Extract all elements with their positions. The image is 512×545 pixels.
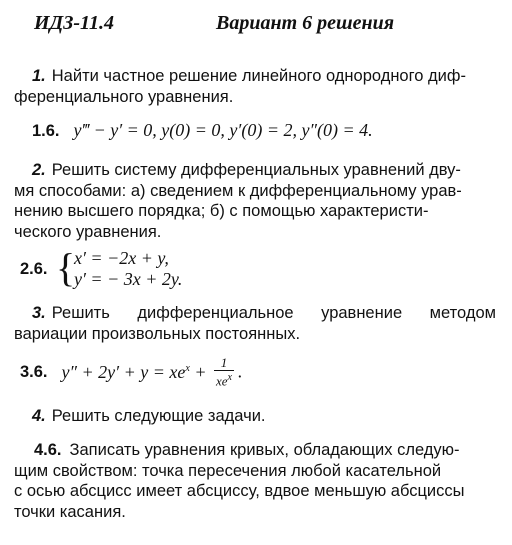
problem-4-6-label: 4.6. [34,441,62,459]
doc-code: ИДЗ-11.4 [34,12,114,34]
problem-4-6-line-4: точки касания. [14,502,126,521]
problem-3-6-lhs: y″ + 2y′ + y = xe [61,361,186,382]
task-1-line-1: Найти частное решение линейного однородного диф- [51,67,466,85]
task-1-line-2: ференциального уравнения. [14,87,234,106]
task-3-number: 3. [32,304,46,322]
task-1-number: 1. [32,67,46,85]
task-4-statement [32,406,266,427]
task-2-line-3: нению высшего порядка; б) с помощью характеристи- [14,202,429,220]
problem-3-6-plus: + [194,361,207,382]
task-2-line-4: ческого уравнения. [14,222,162,241]
problem-4-6-line-2: щим свойством: точка пересечения любой касательной [14,461,442,480]
problem-1-6 [32,120,373,141]
problem-3-6-fraction [214,356,234,388]
problem-4-6-line-3: с осью абсцисс имеет абсциссу, вдвое меньшую абсциссы [14,482,465,500]
problem-2-6-label: 2.6. [20,260,48,278]
task-3-line-1: Решить дифференциальное уравнение методом [51,304,496,322]
fraction-numerator: 1 [214,356,234,371]
problem-3-6-exp: x [185,362,190,374]
problem-3-6 [14,356,242,388]
task-2-statement [14,160,496,242]
task-1-statement [14,66,496,107]
problem-1-6-label: 1.6. [32,122,60,140]
task-3-statement [14,303,496,344]
problem-1-6-equation: y‴ − y′ = 0, y(0) = 0, y′(0) = 2, y″(0) = 4. [73,120,373,140]
problem-4-6-line-1: Записать уравнения кривых, обладающих следую- [69,441,460,459]
task-4-number: 4. [32,407,46,425]
problem-3-6-end: . [237,361,243,382]
task-2-number: 2. [32,161,46,179]
fraction-denominator: $xe^x$ [215,372,232,389]
task-3-line-2: вариации произвольных постоянных. [14,324,301,343]
system-brace: { [56,245,76,290]
task-4-line: Решить следующие задачи. [51,407,266,425]
system-equation-1: x′ = −2x + y, [74,248,169,268]
task-2-line-2: мя способами: а) сведением к дифференциальному урав- [14,181,462,200]
problem-3-6-label: 3.6. [20,362,48,381]
problem-4-6 [14,440,496,522]
system-equation-2: y′ = − 3x + 2y. [74,269,183,289]
problem-2-6 [14,245,274,292]
variant-title: Вариант 6 решения [216,12,395,34]
task-2-line-1: Решить систему дифференциальных уравнений дву- [51,161,461,179]
